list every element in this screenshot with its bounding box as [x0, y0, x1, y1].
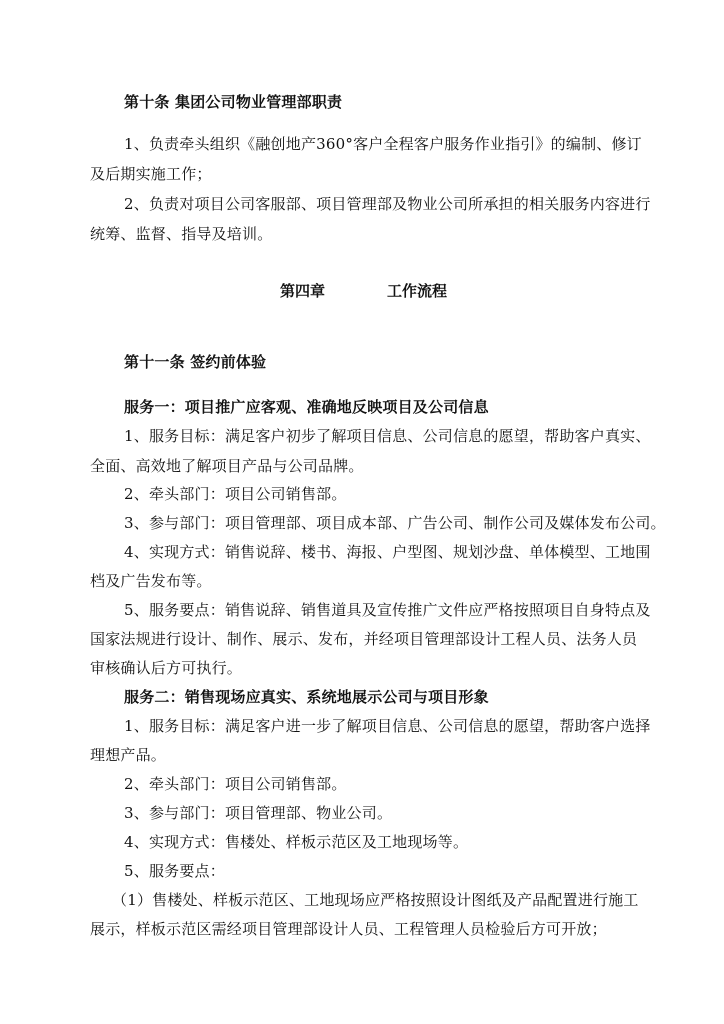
article-10-item-1-line-2: 及后期实施工作；: [90, 165, 212, 183]
service-2-goal-line-2: 理想产品。: [90, 746, 167, 764]
service-2-point-1-line-1: （1）售楼处、样板示范区、工地现场应严格按照设计图纸及产品配置进行施工: [112, 891, 639, 909]
service-1-goal-line-2: 全面、高效地了解项目产品与公司品牌。: [90, 457, 364, 475]
chapter-number: 第四章: [280, 282, 326, 300]
service-2-goal-line-1: 1、服务目标：满足客户进一步了解项目信息、公司信息的愿望，帮助客户选择: [124, 717, 651, 735]
service-2-method: 4、实现方式：售楼处、样板示范区及工地现场等。: [124, 833, 469, 851]
article-10-item-2-line-1: 2、负责对项目公司客服部、项目管理部及物业公司所承担的相关服务内容进行: [124, 195, 651, 213]
service-1-lead-department: 2、牵头部门：项目公司销售部。: [124, 485, 347, 503]
article-11-title: 第十一条 签约前体验: [124, 353, 267, 371]
service-2-point-1-line-2: 展示，样板示范区需经项目管理部设计人员、工程管理人员检验后方可开放；: [90, 920, 607, 938]
article-10-title: 第十条 集团公司物业管理部职责: [124, 93, 343, 111]
article-10-item-2-line-2: 统筹、监督、指导及培训。: [90, 225, 273, 243]
chapter-title: 工作流程: [387, 282, 448, 300]
service-1-points-line-3: 审核确认后方可执行。: [90, 659, 243, 677]
service-2-lead-department: 2、牵头部门：项目公司销售部。: [124, 775, 347, 793]
service-1-heading: 服务一：项目推广应客观、准确地反映项目及公司信息: [124, 398, 489, 416]
service-2-participating-departments: 3、参与部门：项目管理部、物业公司。: [124, 804, 393, 822]
service-2-heading: 服务二：销售现场应真实、系统地展示公司与项目形象: [124, 688, 489, 706]
service-1-points-line-1: 5、服务要点：销售说辞、销售道具及宣传推广文件应严格按照项目自身特点及: [124, 601, 651, 619]
service-1-goal-line-1: 1、服务目标：满足客户初步了解项目信息、公司信息的愿望，帮助客户真实、: [124, 427, 651, 445]
service-1-method-line-2: 档及广告发布等。: [90, 572, 212, 590]
service-1-method-line-1: 4、实现方式：销售说辞、楼书、海报、户型图、规划沙盘、单体模型、工地围: [124, 543, 651, 561]
service-2-points-label: 5、服务要点：: [124, 862, 225, 880]
service-1-participating-departments: 3、参与部门：项目管理部、项目成本部、广告公司、制作公司及媒体发布公司。: [124, 514, 666, 532]
article-10-item-1-line-1: 1、负责牵头组织《融创地产360°客户全程客户服务作业指引》的编制、修订: [124, 135, 642, 153]
service-1-points-line-2: 国家法规进行设计、制作、展示、发布，并经项目管理部设计工程人员、法务人员: [90, 630, 638, 648]
